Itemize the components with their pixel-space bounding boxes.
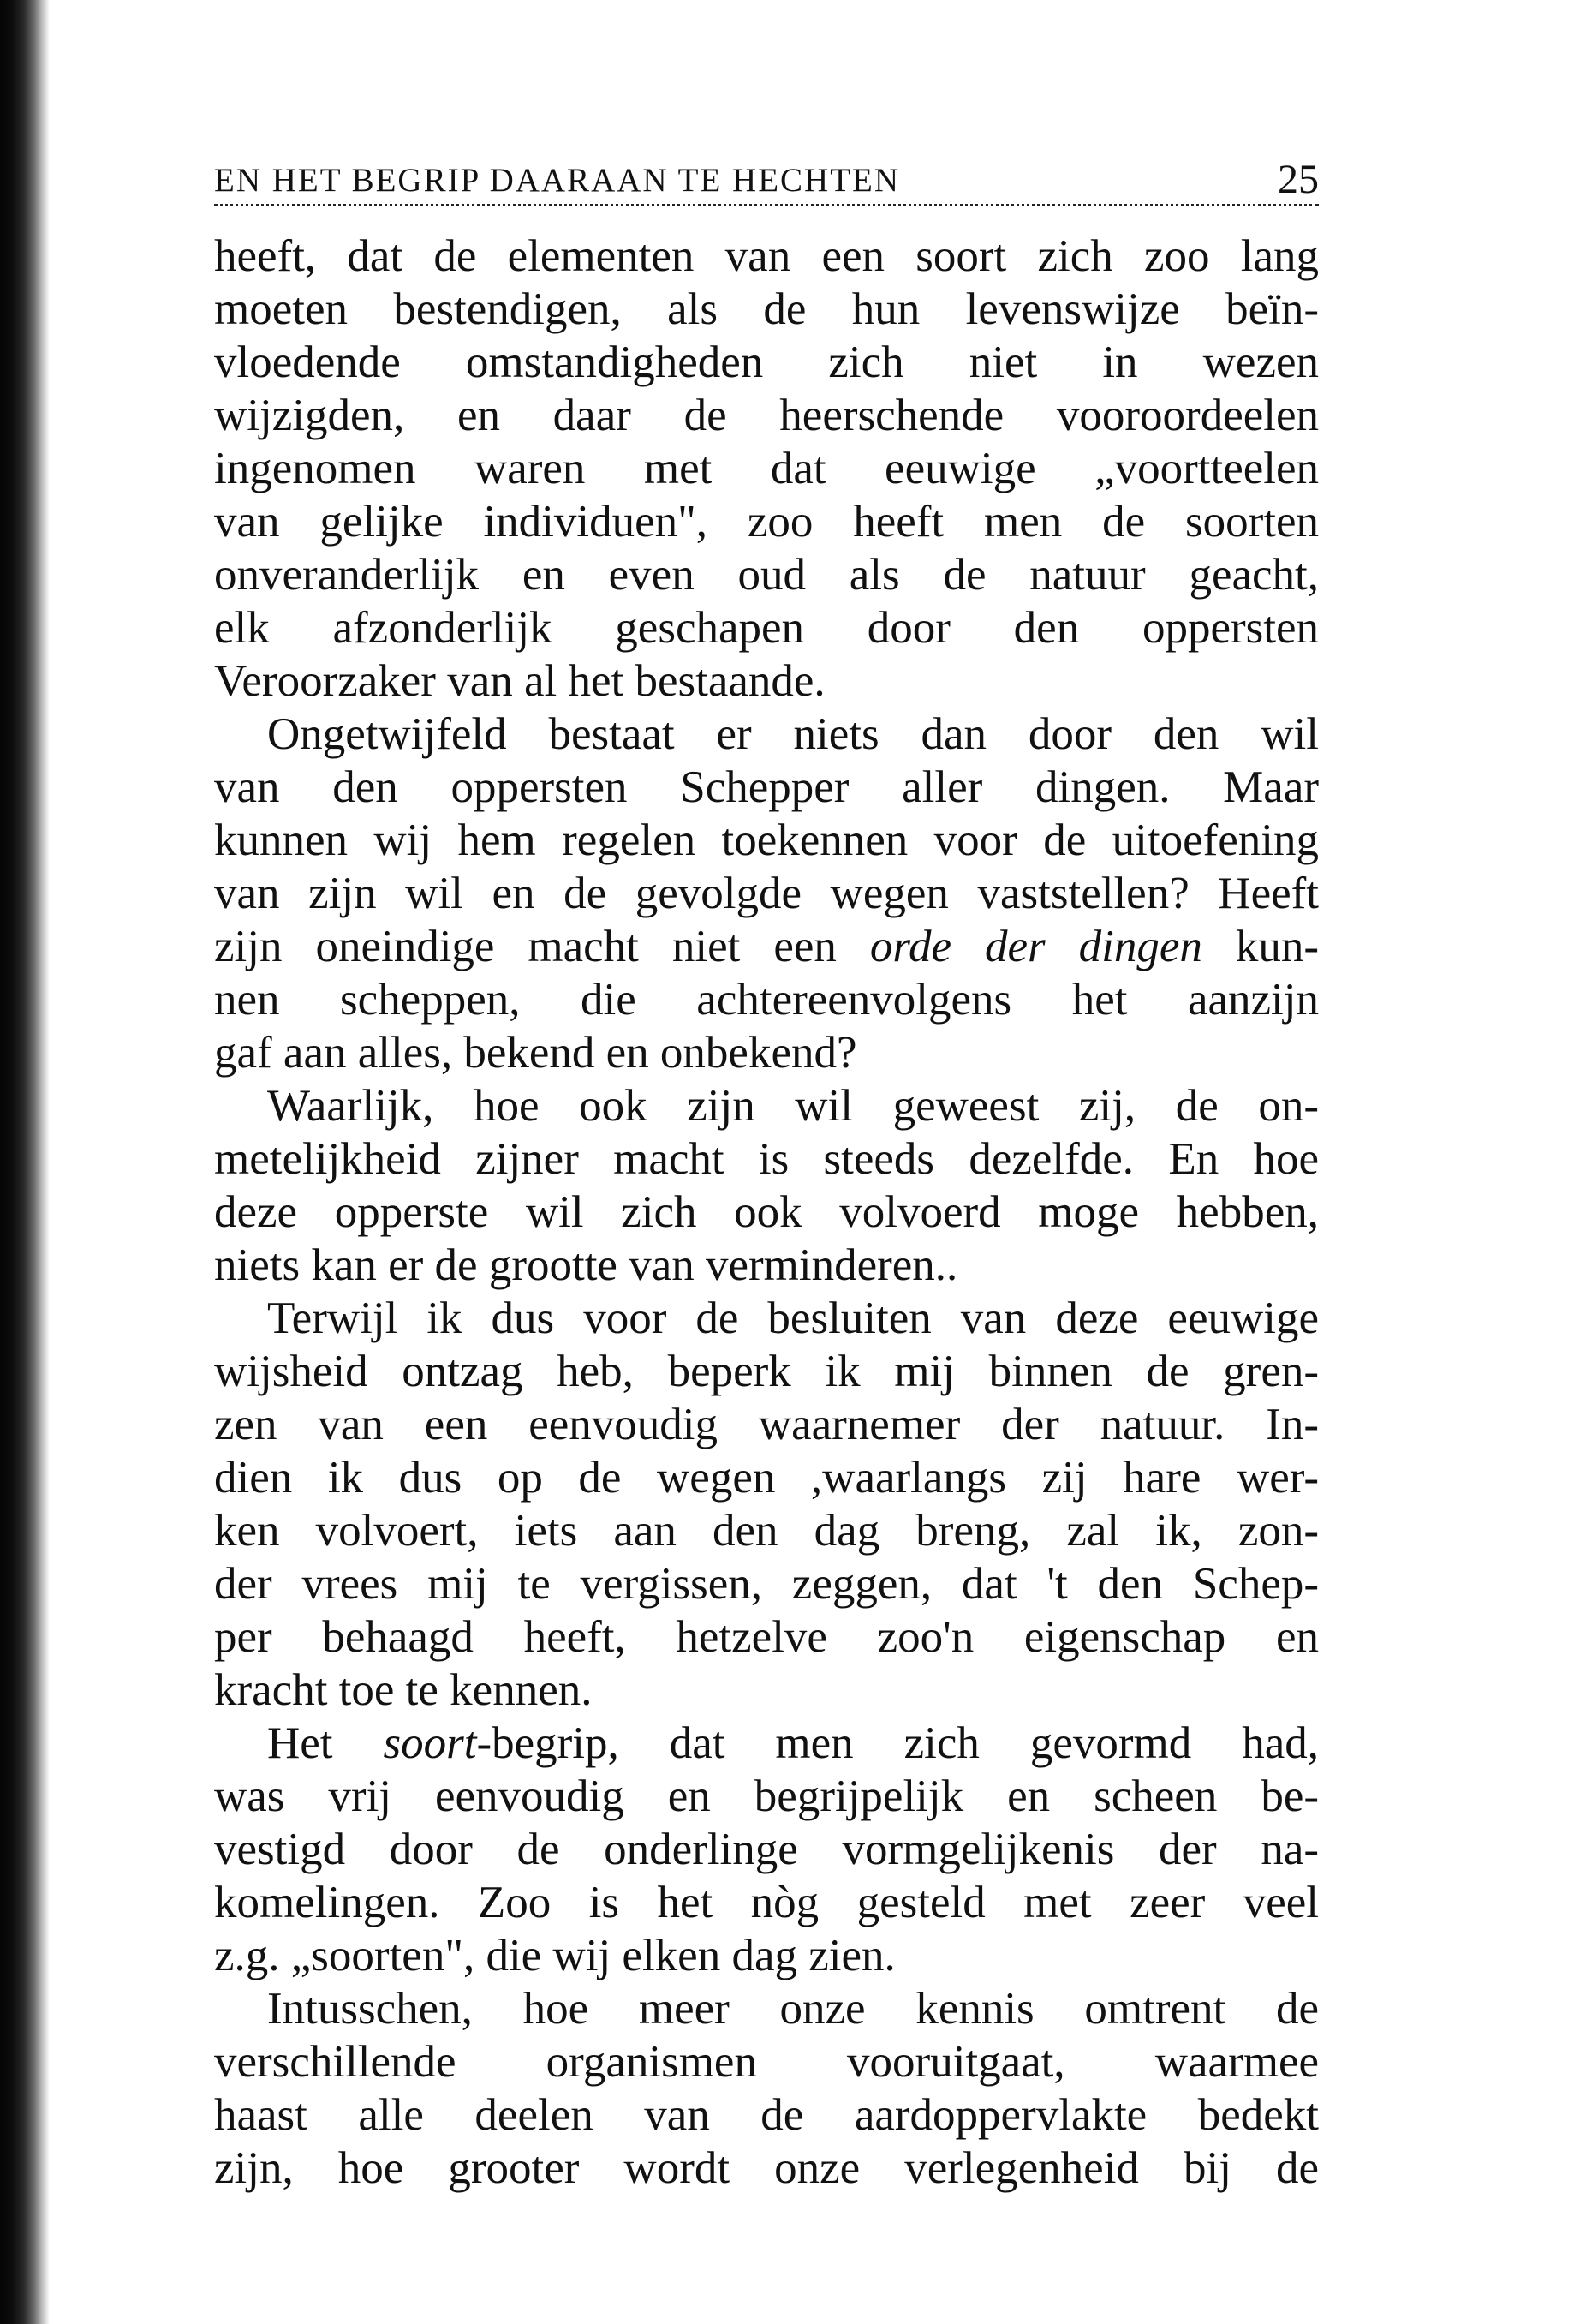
text-line: wijsheid ontzag heb, beperk ik mij binnen de gren- xyxy=(214,1347,1319,1396)
text-line: wijzigden, en daar de heerschende vooroordeelen xyxy=(214,391,1319,440)
paragraph xyxy=(214,230,1319,708)
text-line: was vrij eenvoudig en begrijpelijk en scheen be- xyxy=(214,1771,1319,1821)
book-binding-edge xyxy=(0,0,50,2324)
text-line: van gelijke individuen", zoo heeft men de soorten xyxy=(214,497,1319,547)
text-line: zijn, hoe grooter wordt onze verlegenheid bij de xyxy=(214,2143,1319,2193)
paragraph xyxy=(214,708,1319,1079)
paragraph xyxy=(214,1982,1319,2195)
text-line: deze opperste wil zich ook volvoerd moge hebben, xyxy=(214,1187,1319,1237)
text-line: Ongetwijfeld bestaat er niets dan door den wil xyxy=(267,709,1319,759)
page-number: 25 xyxy=(1278,157,1319,202)
text-line: onveranderlijk en even oud als de natuur geacht, xyxy=(214,550,1319,600)
text-line: zen van een eenvoudig waarnemer der natuur. In- xyxy=(214,1400,1319,1449)
text-line: kracht toe te kennen. xyxy=(214,1665,593,1715)
text-line: Het soort-begrip, dat men zich gevormd had, xyxy=(267,1718,1319,1768)
paragraph xyxy=(214,1717,1319,1982)
italic-phrase: soort xyxy=(383,1718,477,1768)
text-line: z.g. „soorten", die wij elken dag zien. xyxy=(214,1931,896,1980)
text-line: heeft, dat de elementen van een soort zich zoo lang xyxy=(214,231,1319,281)
text-line: Waarlijk, hoe ook zijn wil geweest zij, de on- xyxy=(267,1081,1319,1131)
text-line: Veroorzaker van al het bestaande. xyxy=(214,656,826,706)
text-line: verschillende organismen vooruitgaat, waarmee xyxy=(214,2037,1319,2087)
text-line: per behaagd heeft, hetzelve zoo'n eigenschap en xyxy=(214,1612,1319,1662)
text-line: nen scheppen, die achtereenvolgens het aanzijn xyxy=(214,975,1319,1025)
body-text xyxy=(214,230,1319,2195)
running-title: EN HET BEGRIP DAARAAN TE HECHTEN xyxy=(214,162,901,199)
text-line: van den oppersten Schepper aller dingen. Maar xyxy=(214,762,1319,812)
italic-phrase: orde der dingen xyxy=(869,922,1202,971)
running-head xyxy=(214,152,1319,206)
text-line: dien ik dus op de wegen ,waarlangs zij hare wer- xyxy=(214,1453,1319,1503)
text-line: metelijkheid zijner macht is steeds dezelfde. En hoe xyxy=(214,1134,1319,1184)
text-line: gaf aan alles, bekend en onbekend? xyxy=(214,1028,857,1078)
text-line: vestigd door de onderlinge vormgelijkenis der na- xyxy=(214,1825,1319,1874)
text-line: ken volvoert, iets aan den dag breng, zal ik, zon- xyxy=(214,1506,1319,1556)
text-line: vloedende omstandigheden zich niet in wezen xyxy=(214,338,1319,387)
text-line: der vrees mij te vergissen, zeggen, dat 't den Schep- xyxy=(214,1559,1319,1609)
text-line: moeten bestendigen, als de hun levenswijze beïn- xyxy=(214,284,1319,334)
paragraph xyxy=(214,1079,1319,1292)
text-line: niets kan er de grootte van verminderen.. xyxy=(214,1240,958,1290)
text-line: zijn oneindige macht niet een orde der dingen kun- xyxy=(214,922,1319,971)
text-line: Intusschen, hoe meer onze kennis omtrent de xyxy=(267,1984,1319,2034)
paragraph xyxy=(214,1292,1319,1717)
text-line: elk afzonderlijk geschapen door den oppersten xyxy=(214,603,1319,653)
text-line: komelingen. Zoo is het nòg gesteld met zeer veel xyxy=(214,1878,1319,1927)
text-line: haast alle deelen van de aardoppervlakte bedekt xyxy=(214,2090,1319,2140)
text-line: van zijn wil en de gevolgde wegen vaststellen? Heeft xyxy=(214,869,1319,918)
text-line: Terwijl ik dus voor de besluiten van deze eeuwige xyxy=(267,1293,1319,1343)
text-line: ingenomen waren met dat eeuwige „voortteelen xyxy=(214,444,1319,493)
text-line: kunnen wij hem regelen toekennen voor de uitoefening xyxy=(214,815,1319,865)
